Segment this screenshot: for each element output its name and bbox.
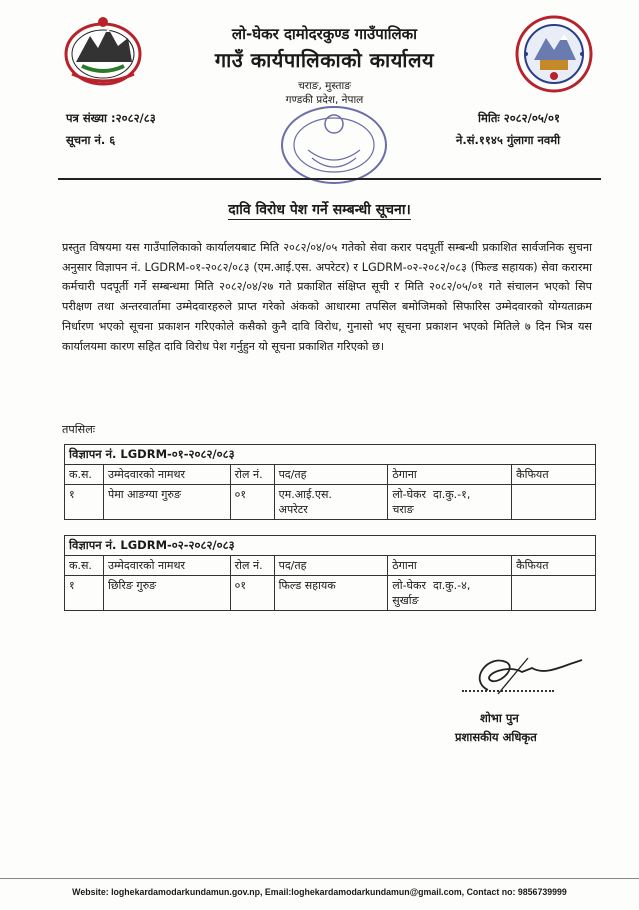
cell-post <box>274 485 388 520</box>
details-label: तपसिलः <box>62 423 96 436</box>
notice-number: सूचना नं. ६ <box>66 133 116 147</box>
municipality-name: लो-घेकर दामोदरकुण्ड गाउँपालिका <box>231 25 418 43</box>
column-header-sn: क.स. <box>65 556 104 576</box>
address-line-1: चराङ, मुस्ताङ <box>298 80 351 92</box>
column-header-sn: क.स. <box>65 465 104 485</box>
cell-roll: ०१ <box>230 485 274 520</box>
advertisement-title: विज्ञापन नं. LGDRM-०१-२०८२/०८३ <box>65 445 596 465</box>
signer-title: प्रशासकीय अधिकृत <box>455 730 537 744</box>
cell-name: पेमा आङग्या गुरुङ <box>103 485 230 520</box>
cell-remarks <box>512 485 596 520</box>
notice-body: प्रस्तुत विषयमा यस गाउँपालिकाको कार्यालयबाट मिति २०८२/०४/०५ गतेको सेवा करार पदपूर्ती सम्बन्धी प्रकाशित सार्वजनिक सुचना अनुसार विज्ञापन नं. LGDRM-०१-२०८२/०८३ (एम.आई.एस. अपरेटर) र LGDRM-०२-२०८२/०८३ (फिल्ड सहायक) सेवा करारमा कर्मचारी पदपूर्ती गर्ने सम्बन्धमा मिति २०८२/०४/२७ गते प्रकाशित संक्षिप्त सूची र मिति २०८२/०५/०१ गते संचालन भएको सिप परीक्षण तथा अन्तरवार्तामा उम्मेदवारहरुले प्राप्त गरेको अंकको आधारमा तपसिल बमोजिमको सिफारिस उम्मेदवारको योग्यताक्रम निर्धारण भएको सूचना प्रकाशन गरिएकोले कसैको कुनै दावि विरोध, गुनासो भए सूचना प्रकाशन भएको मितिले ७ दिन भित्र यस कार्यालयमा कारण सहित दावि विरोध पेश गर्नुहुन यो सूचना प्रकाशित गरिएको छ। <box>62 241 592 353</box>
column-header-post: पद/तह <box>274 465 388 485</box>
header-divider <box>58 178 601 180</box>
nepal-emblem-icon <box>62 14 144 88</box>
advertisement-title-row <box>65 536 596 556</box>
candidate-table-1 <box>64 444 596 520</box>
cell-name: छिरिङ गुरुङ <box>103 576 230 611</box>
signature-line <box>462 690 554 692</box>
office-name: गाउँ कार्यपालिकाको कार्यालय <box>214 48 435 72</box>
letter-number: पत्र संख्या :२०८२/८३ <box>66 111 156 125</box>
advertisement-title: विज्ञापन नं. LGDRM-०२-२०८२/०८३ <box>65 536 596 556</box>
column-header-roll: रोल नं. <box>230 465 274 485</box>
cell-address-line1: लो-घेकर दा.कु.-१, <box>392 488 471 501</box>
cell-post-line1: फिल्ड सहायक <box>278 579 336 592</box>
candidate-table-2 <box>64 535 596 611</box>
cell-sn: १ <box>65 576 104 611</box>
column-header-post: पद/तह <box>274 556 388 576</box>
cell-post <box>274 576 388 611</box>
nepal-sambat-date: ने.सं.११४५ गुंलागा नवमी <box>456 133 561 147</box>
footer-divider <box>0 878 639 879</box>
address-line-2: गण्डकी प्रदेश, नेपाल <box>285 94 364 106</box>
municipality-logo-icon <box>514 14 594 94</box>
table-row <box>65 485 596 520</box>
cell-roll: ०१ <box>230 576 274 611</box>
notice-subject <box>0 200 639 219</box>
cell-post-line2: अपरेटर <box>278 503 308 516</box>
column-header-name: उम्मेदवारको नामथर <box>103 465 230 485</box>
advertisement-title-row <box>65 445 596 465</box>
signer-name: शोभा पुन <box>480 711 519 725</box>
cell-remarks <box>512 576 596 611</box>
table-header-row <box>65 465 596 485</box>
table-row <box>65 576 596 611</box>
column-header-name: उम्मेदवारको नामथर <box>103 556 230 576</box>
office-stamp-icon <box>278 100 390 190</box>
column-header-address: ठेगाना <box>388 465 512 485</box>
column-header-roll: रोल नं. <box>230 556 274 576</box>
column-header-address: ठेगाना <box>388 556 512 576</box>
cell-address-line1: लो-घेकर दा.कु.-४, <box>392 579 471 592</box>
cell-address <box>388 485 512 520</box>
column-header-remarks: कैफियत <box>512 556 596 576</box>
cell-address <box>388 576 512 611</box>
cell-post-line1: एम.आई.एस. <box>278 488 332 501</box>
table-header-row <box>65 556 596 576</box>
cell-address-line2: सुर्खाङ <box>392 594 419 607</box>
cell-sn: १ <box>65 485 104 520</box>
notice-subject-text: दावि विरोध पेश गर्ने सम्बन्धी सूचना। <box>228 202 411 218</box>
date: मितिः २०८२/०५/०१ <box>478 111 560 125</box>
cell-address-line2: चराङ <box>392 503 414 516</box>
footer-contact: Website: loghekardamodarkundamun.gov.np, Email:loghekardamodarkundamun@gmail.com, Contact no: 9856739999 <box>72 887 567 897</box>
column-header-remarks: कैफियत <box>512 465 596 485</box>
